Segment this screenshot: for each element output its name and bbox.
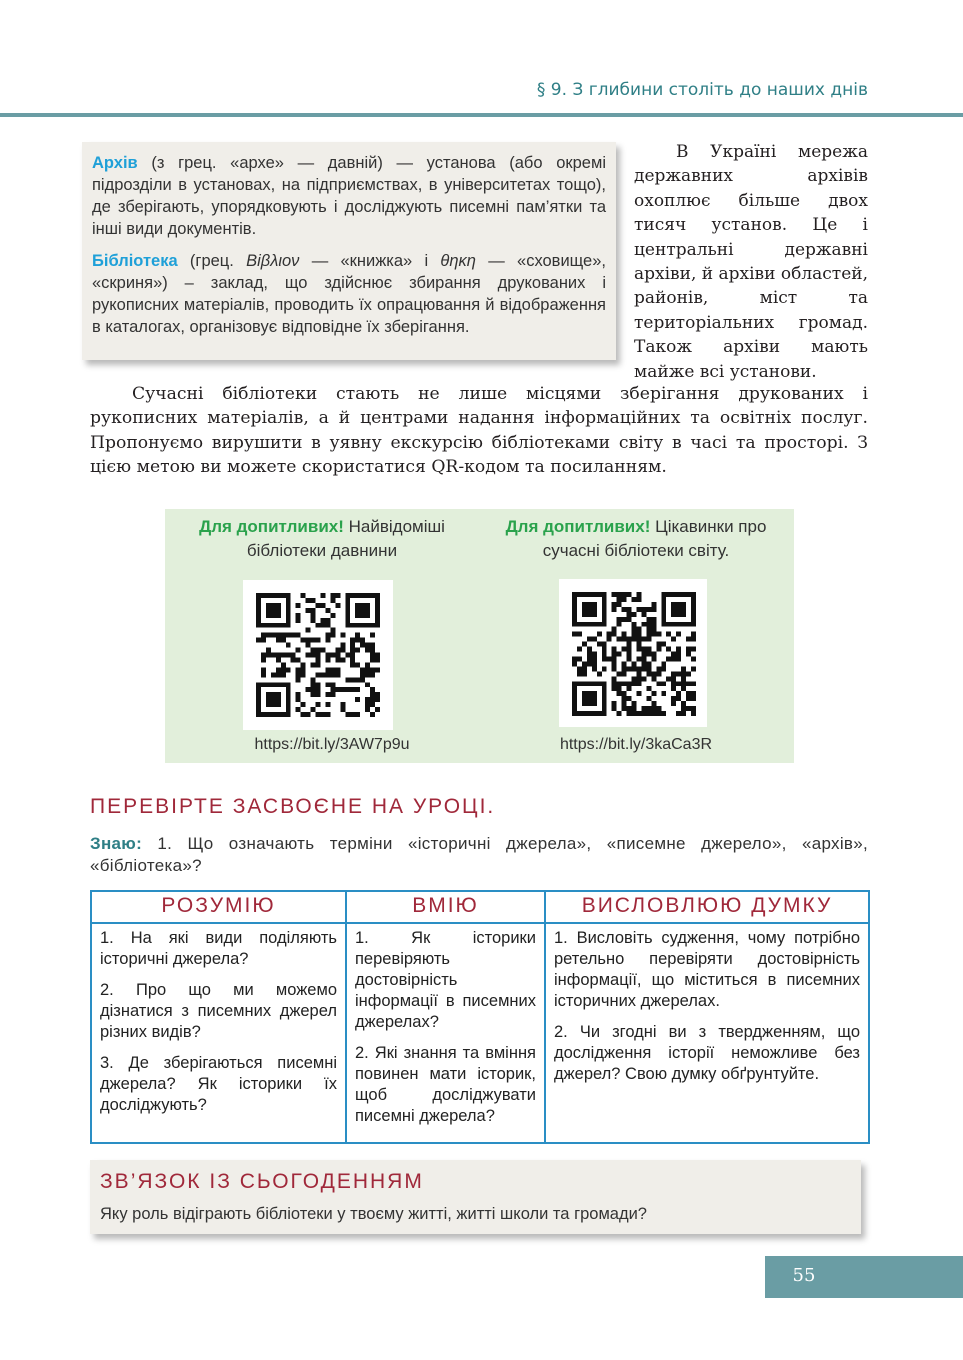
table-cell-opinion [545, 923, 869, 1143]
page-number-tab [765, 1256, 963, 1298]
qr-code-icon[interactable] [559, 579, 707, 727]
term-library: Бібліотека [92, 252, 178, 270]
qr-caption-text: Найвідоміші бібліотеки давнини [246, 517, 445, 560]
table-cell-understand [91, 923, 346, 1143]
qr-url-link[interactable]: https://bit.ly/3kaCa3R [559, 736, 713, 753]
definition-archive [92, 152, 606, 240]
know-question [90, 833, 868, 877]
connection-today-title: ЗВ’ЯЗОК ІЗ СЬОГОДЕННЯМ [100, 1170, 424, 1193]
page-header [0, 0, 963, 118]
list-item: 2. Про що ми можемо дізнатися з писемних джерел різних видів? [100, 981, 337, 1041]
definitions-box [82, 142, 616, 360]
table-cell-can [346, 923, 545, 1143]
list-item: 1. На які види поділяють історичні джерела? [100, 929, 337, 968]
definition-archive-text: (з грец. «архе» — давній) — установа (або окремі підрозділи в установах, на підприємствах, в університетах тощо), де зберігають, упорядковують і досліджують писемні пам’ятки та інші види документів. [92, 154, 606, 238]
qr-block-modern-libraries [479, 509, 793, 763]
section-title: § 9. З глибини століть до наших днів [536, 80, 868, 100]
qr-label: Для допитливих! [505, 517, 651, 536]
connection-today-box [90, 1160, 861, 1234]
table-header-understand: РОЗУМІЮ [91, 891, 346, 923]
list-item: 3. Де зберігаються писемні джерела? Як історики їх досліджують? [100, 1054, 337, 1114]
list-item: 1. Висловіть судження, чому потрібно ретельно перевіряти достовірність інформації, що міститься в писемних історичних джерелах. [554, 929, 860, 1010]
definition-library-text-b: — «книжка» і [299, 252, 441, 270]
archives-paragraph: В Україні мережа державних архівів охоплює більше двох тисяч установ. Це і центральні державні архіви, й архіви областей, районів, міст та територіальних громад. Також архіви мають майже всі установи. [634, 142, 868, 382]
check-heading: ПЕРЕВІРТЕ ЗАСВОЄНЕ НА УРОЦІ. [90, 795, 496, 818]
questions-table [90, 890, 870, 1144]
table-header-can: ВМІЮ [346, 891, 545, 923]
qr-code-icon[interactable] [243, 580, 393, 730]
qr-caption [165, 515, 479, 563]
qr-caption-text: Цікавинки про сучасні бібліотеки світу. [542, 517, 767, 560]
qr-url-link[interactable]: https://bit.ly/3AW7p9u [254, 736, 410, 753]
qr-links-box [165, 509, 794, 763]
list-item: 2. Чи згодні ви з твердженням, що дослідження історії неможливе без джерел? Свою думку обґрунтуйте. [554, 1023, 860, 1083]
table-row [91, 923, 869, 1143]
qr-caption [479, 515, 793, 563]
greek-word-1: Biβλιον [246, 252, 300, 270]
term-archive: Архів [92, 154, 138, 172]
list-item: 1. Як історики перевіряють достовірність інформації в писемних джерелах? [355, 929, 536, 1031]
definition-library-text-c: — «сховище», «скриня») – заклад, що здійснює збирання друкованих і рукописних матеріалів, проводить їх опрацювання й відображення в каталогах, організовує відповідне їх зберігання. [92, 252, 606, 336]
definition-library [92, 250, 606, 338]
libraries-paragraph: Сучасні бібліотеки стають не лише місцями зберігання друкованих і рукописних матеріалів, а й центрами надання інформаційних та освітніх послуг. Пропонуємо вирушити в уявну екскурсію бібліотеками світу в часі та просторі. З цією метою ви можете скористатися QR-кодом та посиланням. [90, 384, 868, 478]
know-label: Знаю: [90, 834, 143, 853]
qr-block-ancient-libraries [165, 509, 479, 763]
list-item: 2. Які знання та вміння повинен мати історик, щоб досліджувати писемні джерела? [355, 1044, 536, 1125]
know-text: 1. Що означають терміни «історичні джерела», «писемне джерело», «архів», «бібліотека»? [90, 834, 868, 875]
table-header-row [91, 891, 869, 923]
header-divider [0, 113, 963, 117]
definition-library-text-a: (грец. [177, 252, 247, 270]
table-header-opinion: ВИСЛОВЛЮЮ ДУМКУ [545, 891, 869, 923]
page-number: 55 [792, 1265, 816, 1286]
connection-today-question: Яку роль відіграють бібліотеки у твоєму житті, житті школи та громади? [100, 1205, 647, 1223]
greek-word-2: θηκη [440, 252, 476, 270]
qr-label: Для допитливих! [199, 517, 344, 536]
